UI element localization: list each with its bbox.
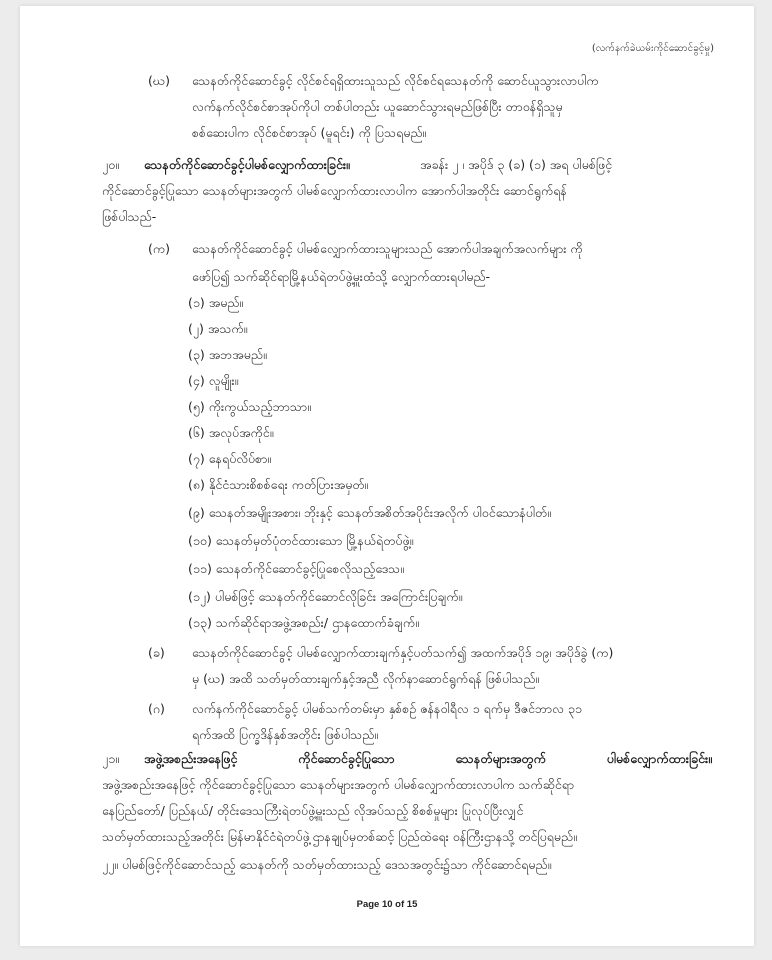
- section-20-line-1: အခန်း ၂ ၊ အပိုဒ် ၃ (ခ) (၁) အရ ပါမစ်ဖြင့်: [420, 157, 613, 172]
- section-21-line-2: နေပြည်တော်/ ပြည်နယ်/ တိုင်းဒေသကြီးရဲတပ်ဖွဲ့မှူးသည် လိုအပ်သည့် စိစစ်မှုများ ပြုလုပ်ပြီးလျှင်: [102, 803, 524, 818]
- section-21-heading-word: အဖွဲ့အစည်းအနေဖြင့်: [144, 751, 238, 766]
- section-21-heading-word: သေနတ်များအတွက်: [455, 751, 546, 766]
- para-kha-line-2: မှ (ဃ) အထိ သတ်မှတ်ထားချက်နှင့်အညီ လိုက်နာဆောင်ရွက်ရန် ဖြစ်ပါသည်။: [192, 671, 540, 686]
- section-21-line-1: အဖွဲ့အစည်းအနေဖြင့် ကိုင်ဆောင်ခွင့်ပြုသော သေနတ်များအတွက် ပါမစ်လျှောက်ထားလာပါက သက်ဆိုင်ရာ: [102, 777, 575, 792]
- list-item: (၆) အလုပ်အကိုင်။: [188, 425, 274, 440]
- list-item: (၇) နေရပ်လိပ်စာ။: [188, 451, 272, 466]
- para-ka-line-2: ဖော်ပြ၍ သက်ဆိုင်ရာမြို့နယ်ရဲတပ်ဖွဲ့မှူးထံသို့ လျှောက်ထားရပါမည်-: [192, 269, 491, 284]
- list-item: (၁) အမည်။: [188, 295, 244, 310]
- list-item: (၃) အဘအမည်။: [188, 347, 267, 362]
- para-ga-marker: (ဂ): [148, 701, 165, 716]
- para-ga-line-2: ရက်အထိ ပြက္ခဒိန်နှစ်အတိုင်း ဖြစ်ပါသည်။: [192, 727, 379, 742]
- para-gha-line-1: သေနတ်ကိုင်ဆောင်ခွင့် လိုင်စင်ရရှိထားသူသည် လိုင်စင်ရသေနတ်ကို ဆောင်ယူသွားလာပါက: [192, 73, 599, 88]
- section-20-line-3: ဖြစ်ပါသည်-: [102, 209, 157, 224]
- list-item: (၈) နိုင်ငံသားစိစစ်ရေး ကတ်ပြားအမှတ်။: [188, 477, 369, 492]
- section-21-line-3: သတ်မှတ်ထားသည့်အတိုင်း မြန်မာနိုင်ငံရဲတပ်ဖွဲ့ဌာနချုပ်မှတစ်ဆင့် ပြည်ထဲရေး ဝန်ကြီးဌာနသို့ တင်ပြရမည်။: [102, 829, 577, 844]
- para-ka-line-1: သေနတ်ကိုင်ဆောင်ခွင့် ပါမစ်လျှောက်ထားသူများသည် အောက်ပါအချက်အလက်များ ကို: [192, 241, 583, 256]
- list-item: (၂) အသက်။: [188, 321, 248, 336]
- section-20-heading: သေနတ်ကိုင်ဆောင်ခွင့်ပါမစ်လျှောက်ထားခြင်း။: [144, 157, 350, 172]
- para-kha-line-1: သေနတ်ကိုင်ဆောင်ခွင့် ပါမစ်လျှောက်ထားချက်နှင့်ပတ်သက်၍ အထက်အပိုဒ် ၁၉၊ အပိုဒ်ခွဲ (က): [192, 645, 614, 660]
- list-item: (၉) သေနတ်အမျိုးအစား၊ ဘိုးနှင့် သေနတ်အစိတ်အပိုင်းအလိုက် ပါဝင်သောနံပါတ်။: [188, 505, 551, 520]
- list-item: (၁၂) ပါမစ်ဖြင့် သေနတ်ကိုင်ဆောင်လိုခြင်း အကြောင်းပြချက်။: [188, 589, 463, 604]
- document-page: [20, 6, 754, 946]
- section-21-heading: [144, 746, 712, 772]
- para-kha-marker: (ခ): [148, 645, 165, 660]
- section-22-text: ၂၂။ ပါမစ်ဖြင့်ကိုင်ဆောင်သည့် သေနတ်ကို သတ်မှတ်ထားသည့် ဒေသအတွင်း၌သာ ကိုင်ဆောင်ရမည်။: [102, 857, 552, 872]
- list-item: (၁၀) သေနတ်မှတ်ပုံတင်ထားသော မြို့နယ်ရဲတပ်ဖွဲ့။: [188, 533, 414, 548]
- section-21-heading-word: ကိုင်ဆောင်ခွင့်ပြုသော: [298, 751, 395, 766]
- para-gha-line-2: လက်နက်လိုင်စင်စာအုပ်ကိုပါ တစ်ပါတည်း ယူဆောင်သွားရမည်ဖြစ်ပြီး တာဝန်ရှိသူမှ: [192, 99, 563, 114]
- list-item: (၅) ကိုးကွယ်သည့်ဘာသာ။: [188, 399, 311, 414]
- list-item: (၄) လူမျိုး။: [188, 373, 239, 388]
- para-gha-line-3: စစ်ဆေးပါက လိုင်စင်စာအုပ် (မူရင်း) ကို ပြသရမည်။: [192, 125, 427, 140]
- header-note: (လက်နက်ခဲယမ်းကိုင်ဆောင်ခွင့်မှု): [591, 43, 714, 54]
- para-ka-marker: (က): [148, 241, 170, 256]
- list-item: (၁၁) သေနတ်ကိုင်ဆောင်ခွင့်ပြုစေလိုသည့်ဒေသ။: [188, 561, 405, 576]
- section-21-heading-word: ပါမစ်လျှောက်ထားခြင်း။: [606, 751, 712, 766]
- section-20-number: ၂၀။: [102, 157, 119, 172]
- para-ga-line-1: လက်နက်ကိုင်ဆောင်ခွင့် ပါမစ်သက်တမ်းမှာ နှစ်စဉ် ဇန်နဝါရီလ ၁ ရက်မှ ဒီဇင်ဘာလ ၃၁: [192, 701, 582, 716]
- page-number: Page 10 of 15: [356, 899, 418, 910]
- list-item: (၁၃) သက်ဆိုင်ရာအဖွဲ့အစည်း/ ဌာနထောက်ခံချက်။: [188, 615, 419, 630]
- section-21-number: ၂၁။: [102, 751, 119, 766]
- section-20-line-2: ကိုင်ဆောင်ခွင့်ပြုသော သေနတ်များအတွက် ပါမစ်လျှောက်ထားလာပါက အောက်ပါအတိုင်း ဆောင်ရွက်ရန်: [102, 183, 567, 198]
- para-gha-marker: (ဃ): [148, 73, 170, 88]
